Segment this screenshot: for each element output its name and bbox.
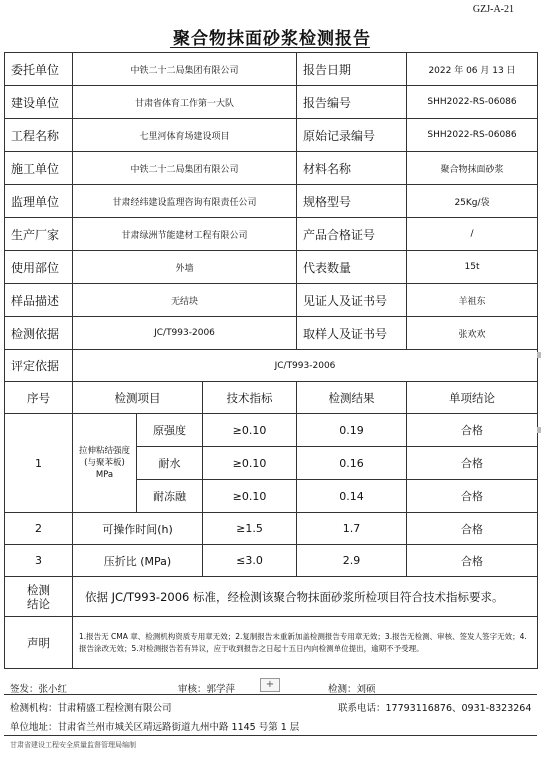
bond-sub-spec: ≥0.10	[203, 414, 297, 447]
row-spec: ≥1.5	[203, 513, 297, 545]
statement-label: 声明	[5, 617, 73, 669]
info-value: 无结块	[73, 284, 297, 317]
testing-org: 检测机构：甘肃精盛工程检测有限公司	[10, 703, 172, 714]
info-value: 15t	[407, 251, 538, 284]
edge-mark	[537, 427, 541, 433]
info-value: 聚合物抹面砂浆	[407, 152, 538, 185]
report-title: 聚合物抹面砂浆检测报告	[173, 29, 371, 49]
bond-name-line3: MPa	[95, 470, 114, 480]
bond-name-line2: (与聚苯板)	[84, 458, 125, 468]
table-row	[5, 545, 538, 577]
header-result: 检测结果	[297, 382, 407, 414]
info-section	[5, 53, 538, 350]
info-value: 甘肃经纬建设监理咨询有限责任公司	[73, 185, 297, 218]
bond-sub-name: 耐水	[137, 447, 203, 480]
bond-sub-result: 0.19	[297, 414, 407, 447]
issuer: 签发：张小红	[10, 684, 68, 695]
info-value: 羊祖东	[407, 284, 538, 317]
conclusion-label-line1: 检测	[27, 582, 50, 597]
bond-sub-spec: ≥0.10	[203, 480, 297, 513]
eval-basis-value: JC/T993-2006	[73, 350, 538, 382]
org-address: 单位地址：甘肃省兰州市城关区靖远路街道九州中路 1145 号第 1 层	[10, 722, 300, 733]
info-row	[5, 185, 538, 218]
header-item: 检测项目	[73, 382, 203, 414]
info-label: 取样人及证书号	[297, 317, 407, 350]
info-label: 报告编号	[297, 86, 407, 119]
info-row	[5, 53, 538, 86]
info-value: 张欢欢	[407, 317, 538, 350]
tester: 检测：刘硕	[328, 684, 376, 695]
info-value: SHH2022-RS-06086	[407, 86, 538, 119]
row-no: 2	[5, 513, 73, 545]
bond-name	[73, 414, 137, 513]
info-row	[5, 218, 538, 251]
row-verdict: 合格	[407, 545, 538, 577]
info-row	[5, 152, 538, 185]
eval-basis-label: 评定依据	[5, 350, 73, 382]
row-no: 3	[5, 545, 73, 577]
compiler-note: 甘肃省建设工程安全质量监督管理局编制	[10, 741, 136, 749]
bond-sub-spec: ≥0.10	[203, 447, 297, 480]
info-value: JC/T993-2006	[73, 317, 297, 350]
row-result: 2.9	[297, 545, 407, 577]
bond-name-line1: 拉伸粘结强度	[78, 446, 130, 456]
info-value: 甘肃绿洲节能建材工程有限公司	[73, 218, 297, 251]
table-row	[5, 513, 538, 545]
contact-phone: 联系电话：17793116876、0931-8323264	[338, 703, 532, 714]
edge-mark	[537, 352, 541, 358]
row-result: 1.7	[297, 513, 407, 545]
reviewer: 审核：郭学萍	[178, 684, 236, 695]
info-value: 七里河体育场建设项目	[73, 119, 297, 152]
row-verdict: 合格	[407, 513, 538, 545]
statement-text: 1.报告无 CMA 章、检测机构资质专用章无效；2.复制报告未重新加盖检测报告专用章无效；3.报告无检测、审核、签发人签字无效；4.报告涂改无效；5.对检测报告若有异议，应于收到报告之日起十五日内向检测单位提出，逾期不予受理。	[73, 617, 538, 669]
info-label: 原始记录编号	[297, 119, 407, 152]
info-label: 委托单位	[5, 53, 73, 86]
bond-sub-verdict: 合格	[407, 480, 538, 513]
info-label: 报告日期	[297, 53, 407, 86]
row-item: 压折比 (MPa)	[73, 545, 203, 577]
footer-divider	[4, 694, 537, 695]
info-label: 使用部位	[5, 251, 73, 284]
info-value: 中铁二十二局集团有限公司	[73, 152, 297, 185]
info-value: 甘肃省体育工作第一大队	[73, 86, 297, 119]
eval-section	[5, 350, 538, 382]
footer-divider	[4, 735, 537, 736]
conclusion-label	[5, 577, 73, 617]
conclusion-label-line2: 结论	[27, 596, 50, 611]
bond-sub-result: 0.14	[297, 480, 407, 513]
header-no: 序号	[5, 382, 73, 414]
info-row	[5, 284, 538, 317]
document-code: GZJ-A-21	[472, 4, 514, 15]
info-value: /	[407, 218, 538, 251]
report-table	[4, 52, 538, 669]
info-label: 工程名称	[5, 119, 73, 152]
info-row	[5, 119, 538, 152]
info-value: 中铁二十二局集团有限公司	[73, 53, 297, 86]
bond-sub-result: 0.16	[297, 447, 407, 480]
add-icon[interactable]: +	[260, 678, 280, 692]
info-label: 产品合格证号	[297, 218, 407, 251]
info-label: 规格型号	[297, 185, 407, 218]
info-row	[5, 317, 538, 350]
info-label: 监理单位	[5, 185, 73, 218]
info-value: 外墙	[73, 251, 297, 284]
info-value: 25Kg/袋	[407, 185, 538, 218]
bond-sub-verdict: 合格	[407, 414, 538, 447]
header-spec: 技术指标	[203, 382, 297, 414]
info-label: 样品描述	[5, 284, 73, 317]
table-row	[5, 414, 538, 447]
info-label: 见证人及证书号	[297, 284, 407, 317]
results-section	[5, 382, 538, 669]
info-value: 2022 年 06 月 13 日	[407, 53, 538, 86]
bond-sub-name: 原强度	[137, 414, 203, 447]
info-row	[5, 86, 538, 119]
info-value: SHH2022-RS-06086	[407, 119, 538, 152]
info-label: 代表数量	[297, 251, 407, 284]
bond-sub-name: 耐冻融	[137, 480, 203, 513]
conclusion-text: 依据 JC/T993-2006 标准，经检测该聚合物抹面砂浆所检项目符合技术指标要求。	[73, 577, 538, 617]
bond-sub-verdict: 合格	[407, 447, 538, 480]
info-label: 生产厂家	[5, 218, 73, 251]
row-item: 可操作时间(h)	[73, 513, 203, 545]
info-label: 检测依据	[5, 317, 73, 350]
header-verdict: 单项结论	[407, 382, 538, 414]
info-label: 建设单位	[5, 86, 73, 119]
info-row	[5, 251, 538, 284]
info-label: 材料名称	[297, 152, 407, 185]
title-underline	[170, 47, 370, 48]
row-spec: ≤3.0	[203, 545, 297, 577]
info-label: 施工单位	[5, 152, 73, 185]
bond-no: 1	[5, 414, 73, 513]
